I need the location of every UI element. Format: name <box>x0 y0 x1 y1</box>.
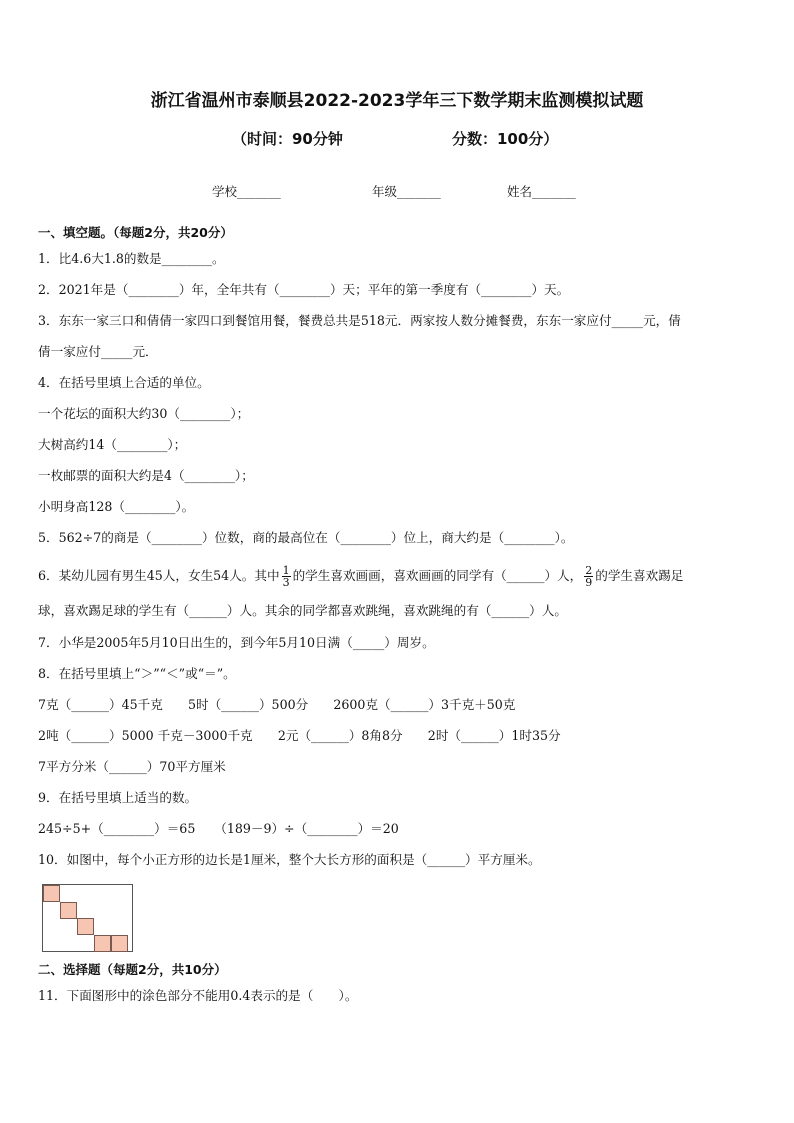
grade-field: 年级_______ <box>372 184 441 199</box>
question-8-row-1: 7克（______）45千克 5时（______）500分 2600克（______）3千克＋50克 <box>38 697 516 712</box>
shaded-square <box>111 935 128 952</box>
exam-score: 分数：100分） <box>452 130 559 148</box>
question-6-line-2: 球，喜欢踢足球的学生有（______）人。其余的同学都喜欢跳绳，喜欢跳绳的有（______）人。 <box>38 603 567 618</box>
question-2: 2．2021年是（________）年，全年共有（________）天；平年的第一季度有（________）天。 <box>38 282 570 297</box>
fraction-numerator: 1 <box>282 564 290 577</box>
question-10: 10．如图中，每个小正方形的边长是1厘米，整个大长方形的面积是（______）平方厘米。 <box>38 852 541 867</box>
question-11: 11．下面图形中的涂色部分不能用0.4表示的是（ ）。 <box>38 988 358 1003</box>
exam-time: （时间：90分钟 <box>232 130 343 148</box>
question-4: 4．在括号里填上合适的单位。 <box>38 375 210 390</box>
question-9: 9．在括号里填上适当的数。 <box>38 790 198 805</box>
section-1-heading: 一、填空题。（每题2分，共20分） <box>38 225 233 240</box>
fraction-two-ninths <box>584 565 593 588</box>
question-4-item-1: 一个花坛的面积大约30（________）； <box>38 406 250 421</box>
question-4-item-2: 大树高约14（________）； <box>38 437 187 452</box>
question-6-line-1 <box>38 562 683 590</box>
question-8: 8．在括号里填上“＞”“＜”或“＝”。 <box>38 666 236 681</box>
fraction-one-third <box>282 565 291 588</box>
question-6-text-a: 6．某幼儿园有男生45人，女生54人。其中 <box>38 568 280 583</box>
rectangle-figure <box>42 884 133 952</box>
shaded-square <box>77 918 94 935</box>
question-1: 1．比4.6大1.8的数是________。 <box>38 251 225 266</box>
school-field: 学校_______ <box>212 184 281 199</box>
fraction-denominator: 3 <box>282 576 290 589</box>
question-5: 5．562÷7的商是（________）位数，商的最高位在（________）位上，商大约是（________）。 <box>38 530 574 545</box>
question-4-item-3: 一枚邮票的面积大约是4（________）； <box>38 468 254 483</box>
question-3-line-2: 倩一家应付_____元． <box>38 344 158 359</box>
question-6-text-c: 的学生喜欢踢足 <box>595 568 684 583</box>
question-3-line-1: 3．东东一家三口和倩倩一家四口到餐馆用餐，餐费总共是518元．两家按人数分摊餐费，东东一家应付_____元，倩 <box>38 313 681 328</box>
fraction-denominator: 9 <box>585 576 593 589</box>
shaded-square <box>60 902 77 919</box>
question-8-row-3: 7平方分米（______）70平方厘米 <box>38 759 226 774</box>
question-6-text-b: 的学生喜欢画画，喜欢画画的同学有（______）人， <box>292 568 583 583</box>
question-7: 7．小华是2005年5月10日出生的，到今年5月10日满（_____）周岁。 <box>38 635 435 650</box>
fraction-numerator: 2 <box>585 564 593 577</box>
name-field: 姓名_______ <box>507 184 576 199</box>
question-4-item-4: 小明身高128（________）。 <box>38 499 195 514</box>
section-2-heading: 二、选择题（每题2分，共10分） <box>38 962 227 977</box>
question-9-row: 245÷5+（________）＝65 （189－9）÷（________）＝20 <box>38 821 399 836</box>
question-8-row-2: 2吨（______）5000 千克－3000千克 2元（______）8角8分 2时（______）1时35分 <box>38 728 561 743</box>
exam-title: 浙江省温州市泰顺县2022-2023学年三下数学期末监测模拟试题 <box>150 91 644 111</box>
shaded-square <box>43 885 60 902</box>
shaded-square <box>94 935 111 952</box>
